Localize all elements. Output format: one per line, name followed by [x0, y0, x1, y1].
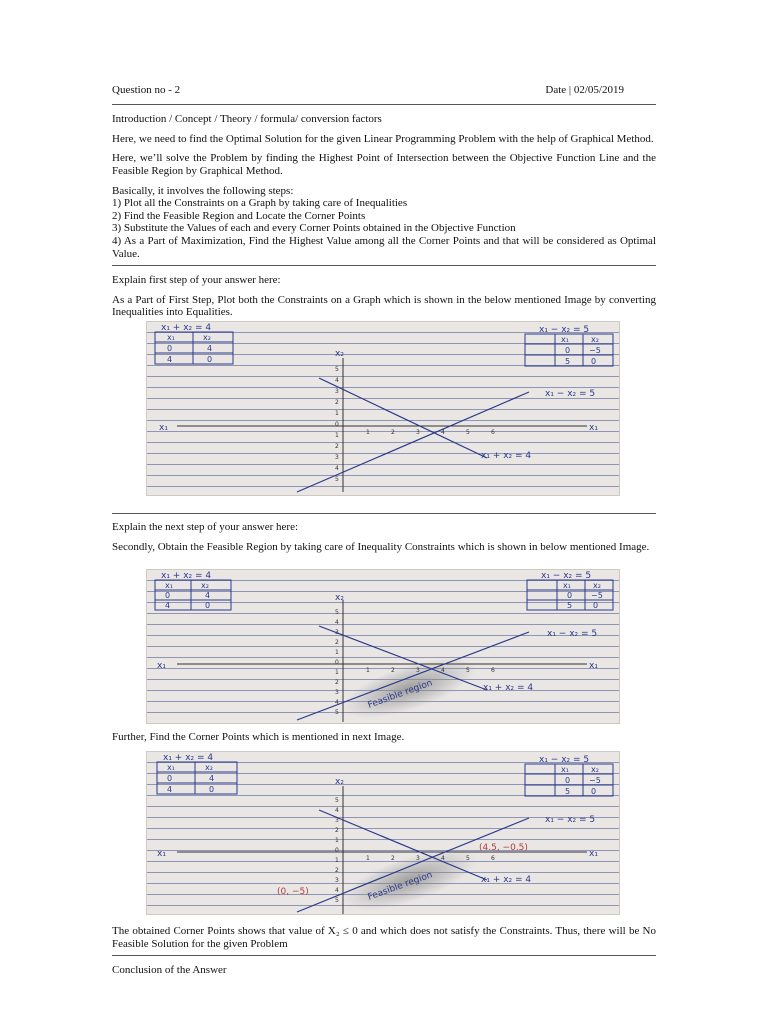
y-tick-label: 2	[335, 443, 339, 450]
x-tick-label: 3	[416, 667, 420, 674]
intro-para-2: Here, we’ll solve the Problem by finding the Highest Point of Intersection between the Objective Function Line and the Feasible Region by Graphical Method.	[112, 152, 656, 177]
y-tick-label: 1	[335, 410, 339, 417]
x-tick-label: 5	[466, 855, 470, 862]
table-cell: 0	[209, 785, 215, 794]
table-cell: x₂	[205, 763, 213, 772]
y-tick-label: 3	[335, 454, 339, 461]
line2-label: x₁ − x₂ = 5	[547, 629, 598, 639]
y-tick-label: 2	[335, 399, 339, 406]
intro-divider	[112, 265, 656, 266]
conclusion-heading: Conclusion of the Answer	[112, 964, 227, 976]
document-page	[112, 0, 656, 1024]
step2-text: Secondly, Obtain the Feasible Region by taking care of Inequality Constraints which is shown in below mentioned Image.	[112, 540, 650, 553]
result-divider	[112, 955, 656, 956]
step1-section	[112, 274, 656, 319]
table-cell: x₁	[561, 765, 569, 774]
table-cell: 4	[205, 591, 211, 600]
table-cell: x₁	[167, 763, 175, 772]
y-tick-label: 3	[335, 388, 339, 395]
table-cell: 4	[167, 355, 173, 364]
x-tick-label: 5	[466, 429, 470, 436]
x-axis-label: x₁	[159, 423, 168, 433]
x-tick-label: 4	[441, 429, 445, 436]
table-cell: 0	[567, 591, 573, 600]
question-date: Date | 02/05/2019	[545, 84, 624, 96]
table-cell: 0	[593, 601, 599, 610]
y-tick-label: 1	[335, 837, 339, 844]
x-tick-label: 2	[391, 667, 395, 674]
line1-label: x₁ + x₂ = 4	[481, 875, 532, 885]
step1-divider	[112, 513, 656, 514]
table-cell: x₁	[165, 581, 173, 590]
corner-point-2-label: (0, −5)	[277, 887, 309, 897]
table-cell: 4	[165, 601, 171, 610]
step1-text: As a Part of First Step, Plot both the Constraints on a Graph which is shown in the below mentioned Image by converting Inequalities into Equalities.	[112, 293, 656, 319]
feasible-region-shade	[336, 837, 483, 915]
y-tick-label: 4	[335, 887, 339, 894]
eq1-label: x₁ + x₂ = 4	[163, 753, 214, 763]
y-tick-label: 2	[335, 679, 339, 686]
x-axis-label: x₁	[589, 661, 598, 671]
graph-image-2	[146, 569, 620, 724]
y-tick-label: 1	[335, 857, 339, 864]
result-text: The obtained Corner Points shows that value of X₂ ≤ 0 and which does not satisfy the Constraints. Thus, there will be No Feasible Solution for the given Problem	[112, 925, 656, 950]
result-section	[112, 925, 656, 950]
step-item: 4) As a Part of Maximization, Find the Highest Value among all the Corner Points and that will be considered as Optimal Value.	[112, 235, 656, 260]
table-cell: −5	[591, 591, 603, 600]
y-axis-label: x₂	[335, 349, 344, 359]
x-axis-label: x₁	[157, 661, 166, 671]
x-tick-label: 6	[491, 667, 495, 674]
x-tick-label: 4	[441, 667, 445, 674]
y-tick-label: 1	[335, 669, 339, 676]
step-item: 3) Substitute the Values of each and every Corner Points obtained in the Objective Function	[112, 222, 516, 235]
y-tick-label: 3	[335, 689, 339, 696]
y-tick-label: 2	[335, 827, 339, 834]
y-tick-label: 0	[335, 847, 339, 854]
y-tick-label: 5	[335, 897, 339, 904]
x-axis-label: x₁	[157, 849, 166, 859]
x-tick-label: 1	[366, 429, 370, 436]
x-axis-label: x₁	[589, 849, 598, 859]
x-axis-label: x₁	[589, 423, 598, 433]
intro-section	[112, 113, 656, 260]
x-tick-label: 3	[416, 429, 420, 436]
y-tick-label: 5	[335, 609, 339, 616]
y-tick-label: 3	[335, 629, 339, 636]
intro-para-1: Here, we need to find the Optimal Solution for the given Linear Programming Problem with the help of Graphical Method.	[112, 132, 654, 145]
table-cell: 0	[167, 344, 173, 353]
step1-heading: Explain first step of your answer here:	[112, 274, 281, 286]
table-cell: x₂	[591, 335, 599, 344]
y-tick-label: 2	[335, 639, 339, 646]
steps-intro: Basically, it involves the following steps:	[112, 184, 294, 197]
table-cell: 0	[591, 787, 597, 796]
y-tick-label: 3	[335, 817, 339, 824]
table-cell: x₂	[203, 333, 211, 342]
table-cell: −5	[589, 776, 601, 785]
table-cell: 5	[565, 787, 571, 796]
x-tick-label: 3	[416, 855, 420, 862]
feasible-region-label: Feasible region	[366, 870, 434, 903]
table-cell: x₁	[167, 333, 175, 342]
y-tick-label: 5	[335, 709, 339, 716]
table-cell: 0	[565, 346, 571, 355]
x-tick-label: 1	[366, 667, 370, 674]
y-tick-label: 0	[335, 659, 339, 666]
table-cell: x₂	[591, 765, 599, 774]
y-tick-label: 5	[335, 366, 339, 373]
line1-label: x₁ + x₂ = 4	[481, 451, 532, 461]
y-tick-label: 4	[335, 699, 339, 706]
feasible-region-shade	[336, 645, 483, 724]
graph-image-1	[146, 321, 620, 496]
further-text: Further, Find the Corner Points which is mentioned in next Image.	[112, 731, 405, 743]
table-cell: 5	[565, 357, 571, 366]
x-tick-label: 4	[441, 855, 445, 862]
y-tick-label: 1	[335, 649, 339, 656]
table-cell: 0	[165, 591, 171, 600]
line2-label: x₁ − x₂ = 5	[545, 815, 596, 825]
step2-section	[112, 521, 656, 553]
y-tick-label: 4	[335, 377, 339, 384]
step2-heading: Explain the next step of your answer here:	[112, 521, 299, 533]
y-tick-label: 4	[335, 619, 339, 626]
line1-label: x₁ + x₂ = 4	[483, 683, 534, 693]
graph-3-drawing	[147, 752, 620, 915]
y-tick-label: 0	[335, 421, 339, 428]
steps-list	[112, 197, 656, 260]
x-tick-label: 2	[391, 855, 395, 862]
eq2-label: x₁ − x₂ = 5	[539, 325, 590, 335]
table-cell: −5	[589, 346, 601, 355]
table-cell: x₁	[563, 581, 571, 590]
table-cell: 4	[167, 785, 173, 794]
graph-2-drawing	[147, 570, 620, 724]
table-cell: 0	[205, 601, 211, 610]
y-tick-label: 3	[335, 877, 339, 884]
question-number: Question no - 2	[112, 84, 181, 96]
intro-heading: Introduction / Concept / Theory / formula/ conversion factors	[112, 113, 382, 125]
eq2-label: x₁ − x₂ = 5	[539, 755, 590, 765]
x-tick-label: 2	[391, 429, 395, 436]
y-tick-label: 2	[335, 867, 339, 874]
table-cell: x₂	[593, 581, 601, 590]
eq2-label: x₁ − x₂ = 5	[541, 571, 592, 581]
y-axis-label: x₂	[335, 777, 344, 787]
table-cell: x₁	[561, 335, 569, 344]
table-cell: 4	[207, 344, 213, 353]
y-tick-label: 1	[335, 432, 339, 439]
table-cell: 0	[565, 776, 571, 785]
page-header	[112, 84, 656, 97]
x-tick-label: 1	[366, 855, 370, 862]
table-cell: 0	[167, 774, 173, 783]
table-cell: 5	[567, 601, 573, 610]
y-tick-label: 4	[335, 465, 339, 472]
table-cell: 0	[591, 357, 597, 366]
table-cell: 0	[207, 355, 213, 364]
eq1-label: x₁ + x₂ = 4	[161, 323, 212, 333]
table-cell: x₂	[201, 581, 209, 590]
eq1-label: x₁ + x₂ = 4	[161, 571, 212, 581]
graph-image-3	[146, 751, 620, 915]
y-tick-label: 5	[335, 797, 339, 804]
feasible-region-label: Feasible region	[366, 678, 434, 711]
y-tick-label: 5	[335, 476, 339, 483]
x-tick-label: 6	[491, 855, 495, 862]
x-tick-label: 6	[491, 429, 495, 436]
step-item: 1) Plot all the Constraints on a Graph by taking care of Inequalities	[112, 197, 408, 210]
line2-label: x₁ − x₂ = 5	[545, 389, 596, 399]
corner-point-1-label: (4.5, −0.5)	[479, 843, 528, 853]
step-item: 2) Find the Feasible Region and Locate the Corner Points	[112, 209, 366, 222]
axes-1	[177, 358, 587, 492]
graph-1-drawing	[147, 322, 620, 496]
y-tick-label: 4	[335, 807, 339, 814]
x-tick-label: 5	[466, 667, 470, 674]
table-cell: 4	[209, 774, 215, 783]
y-axis-label: x₂	[335, 593, 344, 603]
header-divider	[112, 104, 656, 105]
